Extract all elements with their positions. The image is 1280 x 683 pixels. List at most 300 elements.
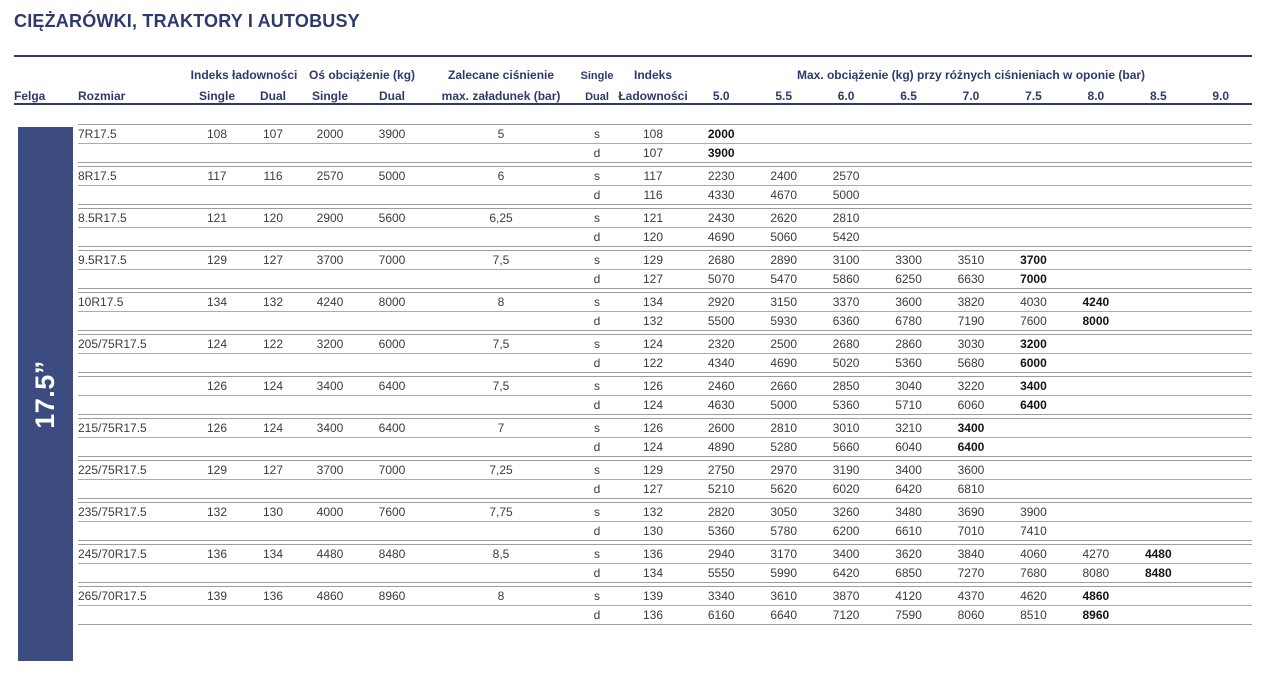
empty-cell (300, 479, 360, 498)
size-cell (78, 563, 188, 582)
table-row (14, 353, 1252, 372)
load-at-pressure-cell (1190, 227, 1252, 246)
load-at-pressure-cell: 4030 (1002, 292, 1064, 311)
load-at-pressure-cell (1190, 124, 1252, 143)
load-at-pressure-cell (1065, 208, 1127, 227)
size-cell: 10R17.5 (78, 292, 188, 311)
table-header (14, 60, 1252, 104)
load-at-pressure-cell: 4860 (1065, 586, 1127, 605)
load-at-pressure-cell: 4120 (877, 586, 939, 605)
load-at-pressure-cell: 4270 (1065, 544, 1127, 563)
empty-cell (188, 563, 246, 582)
single-dual-indicator: s (578, 166, 616, 185)
load-at-pressure-cell: 3200 (1002, 334, 1064, 353)
load-at-pressure-cell (1190, 334, 1252, 353)
load-at-pressure-cell: 3340 (690, 586, 752, 605)
load-at-pressure-cell (1002, 227, 1064, 246)
size-cell: 225/75R17.5 (78, 460, 188, 479)
load-at-pressure-cell (940, 166, 1002, 185)
tire-load-table (14, 60, 1252, 625)
load-at-pressure-cell: 7190 (940, 311, 1002, 330)
header-load-index-line2: Ładowności (616, 82, 690, 104)
load-at-pressure-cell: 5990 (752, 563, 814, 582)
load-at-pressure-cell: 3300 (877, 250, 939, 269)
empty-cell (360, 395, 424, 414)
empty-cell (188, 143, 246, 162)
single-dual-indicator: d (578, 185, 616, 204)
load-at-pressure-cell: 4890 (690, 437, 752, 456)
load-at-pressure-cell (1190, 185, 1252, 204)
rim-column-cell (14, 376, 78, 395)
load-at-pressure-cell: 7270 (940, 563, 1002, 582)
load-at-pressure-cell (1190, 479, 1252, 498)
load-at-pressure-cell: 6400 (940, 437, 1002, 456)
table-row (14, 460, 1252, 479)
load-at-pressure-cell (1127, 395, 1189, 414)
single-dual-indicator: s (578, 460, 616, 479)
recommended-pressure-cell: 6 (424, 166, 578, 185)
axle-load-single-cell: 3400 (300, 418, 360, 437)
empty-cell (424, 311, 578, 330)
header-axle-single: Single (300, 82, 360, 104)
rim-column-cell (14, 479, 78, 498)
load-at-pressure-cell: 6200 (815, 521, 877, 540)
load-at-pressure-cell (1065, 395, 1127, 414)
rim-column-cell (14, 334, 78, 353)
rim-column-cell (14, 544, 78, 563)
load-at-pressure-cell: 3150 (752, 292, 814, 311)
load-at-pressure-cell: 6060 (940, 395, 1002, 414)
header-axle-dual: Dual (360, 82, 424, 104)
load-at-pressure-cell (1002, 479, 1064, 498)
load-at-pressure-cell (1190, 143, 1252, 162)
load-at-pressure-cell: 7590 (877, 605, 939, 624)
recommended-pressure-cell: 5 (424, 124, 578, 143)
recommended-pressure-cell: 8,5 (424, 544, 578, 563)
load-at-pressure-cell (1065, 250, 1127, 269)
load-index-cell: 126 (616, 376, 690, 395)
header-single-dual-bottom: Dual (578, 82, 616, 104)
load-index-cell: 107 (616, 143, 690, 162)
axle-load-dual-cell: 3900 (360, 124, 424, 143)
load-index-cell: 130 (616, 521, 690, 540)
load-at-pressure-cell: 3220 (940, 376, 1002, 395)
load-at-pressure-cell (1190, 437, 1252, 456)
load-at-pressure-cell (1065, 502, 1127, 521)
axle-load-dual-cell: 7000 (360, 460, 424, 479)
empty-cell (300, 605, 360, 624)
recommended-pressure-cell: 6,25 (424, 208, 578, 227)
single-dual-indicator: s (578, 376, 616, 395)
load-at-pressure-cell: 2970 (752, 460, 814, 479)
axle-load-dual-cell: 6000 (360, 334, 424, 353)
rim-column-cell (14, 185, 78, 204)
table-row (14, 521, 1252, 540)
empty-cell (188, 353, 246, 372)
axle-load-single-cell: 3700 (300, 460, 360, 479)
load-at-pressure-cell (1002, 143, 1064, 162)
header-pressure-9-0: 9.0 (1190, 82, 1252, 104)
load-at-pressure-cell: 3400 (940, 418, 1002, 437)
rim-column-cell (14, 418, 78, 437)
load-index-cell: 124 (616, 334, 690, 353)
load-at-pressure-cell: 6810 (940, 479, 1002, 498)
load-at-pressure-cell (815, 124, 877, 143)
empty-cell (188, 311, 246, 330)
load-index-single-cell: 132 (188, 502, 246, 521)
axle-load-dual-cell: 8480 (360, 544, 424, 563)
axle-load-single-cell: 3700 (300, 250, 360, 269)
table-row (14, 143, 1252, 162)
recommended-pressure-cell: 7,75 (424, 502, 578, 521)
axle-load-dual-cell: 7600 (360, 502, 424, 521)
empty-cell (188, 437, 246, 456)
empty-cell (246, 437, 300, 456)
empty-cell (300, 353, 360, 372)
table-row (14, 166, 1252, 185)
single-dual-indicator: d (578, 479, 616, 498)
recommended-pressure-cell: 7,5 (424, 250, 578, 269)
size-cell: 205/75R17.5 (78, 334, 188, 353)
load-at-pressure-cell (1190, 502, 1252, 521)
load-at-pressure-cell (1190, 521, 1252, 540)
load-at-pressure-cell: 2810 (752, 418, 814, 437)
table-row (14, 502, 1252, 521)
axle-load-single-cell: 2900 (300, 208, 360, 227)
single-dual-indicator: s (578, 208, 616, 227)
load-at-pressure-cell (940, 185, 1002, 204)
empty-cell (360, 605, 424, 624)
header-pressure-7-0: 7.0 (940, 82, 1002, 104)
empty-cell (246, 521, 300, 540)
load-at-pressure-cell (877, 227, 939, 246)
load-at-pressure-cell (940, 227, 1002, 246)
load-at-pressure-cell (1065, 479, 1127, 498)
recommended-pressure-cell: 8 (424, 292, 578, 311)
load-at-pressure-cell: 6020 (815, 479, 877, 498)
load-at-pressure-cell (1190, 311, 1252, 330)
empty-cell (360, 563, 424, 582)
empty-cell (424, 353, 578, 372)
size-cell (78, 185, 188, 204)
load-index-cell: 134 (616, 563, 690, 582)
load-at-pressure-cell: 2660 (752, 376, 814, 395)
header-load-index-line1: Indeks (634, 68, 673, 82)
load-at-pressure-cell (1002, 208, 1064, 227)
load-at-pressure-cell (1065, 143, 1127, 162)
empty-cell (424, 479, 578, 498)
single-dual-indicator: d (578, 227, 616, 246)
load-at-pressure-cell (752, 143, 814, 162)
load-at-pressure-cell: 6420 (815, 563, 877, 582)
single-dual-indicator: s (578, 124, 616, 143)
empty-cell (424, 143, 578, 162)
empty-cell (188, 605, 246, 624)
single-dual-indicator: s (578, 586, 616, 605)
load-at-pressure-cell: 2820 (690, 502, 752, 521)
load-index-cell: 117 (616, 166, 690, 185)
load-at-pressure-cell: 3900 (1002, 502, 1064, 521)
load-at-pressure-cell (1190, 269, 1252, 288)
size-cell (78, 311, 188, 330)
single-dual-indicator: d (578, 353, 616, 372)
load-at-pressure-cell (877, 143, 939, 162)
load-at-pressure-cell: 8510 (1002, 605, 1064, 624)
load-at-pressure-cell: 4690 (690, 227, 752, 246)
group-gap (14, 104, 1252, 124)
load-at-pressure-cell: 6630 (940, 269, 1002, 288)
load-at-pressure-cell: 5680 (940, 353, 1002, 372)
load-at-pressure-cell: 4240 (1065, 292, 1127, 311)
load-at-pressure-cell: 6610 (877, 521, 939, 540)
load-at-pressure-cell (1190, 563, 1252, 582)
load-at-pressure-cell (1190, 353, 1252, 372)
load-at-pressure-cell (752, 124, 814, 143)
empty-cell (188, 185, 246, 204)
load-at-pressure-cell (1065, 269, 1127, 288)
load-index-cell: 120 (616, 227, 690, 246)
table-row (14, 311, 1252, 330)
load-index-cell: 129 (616, 460, 690, 479)
load-at-pressure-cell: 5210 (690, 479, 752, 498)
load-at-pressure-cell (1002, 166, 1064, 185)
empty-cell (424, 185, 578, 204)
load-index-cell: 126 (616, 418, 690, 437)
load-at-pressure-cell (1190, 166, 1252, 185)
load-index-dual-cell: 120 (246, 208, 300, 227)
load-at-pressure-cell (1002, 124, 1064, 143)
load-at-pressure-cell: 7010 (940, 521, 1002, 540)
size-cell (78, 227, 188, 246)
load-at-pressure-cell: 3190 (815, 460, 877, 479)
empty-cell (360, 269, 424, 288)
empty-cell (300, 227, 360, 246)
load-at-pressure-cell: 5710 (877, 395, 939, 414)
load-at-pressure-cell: 4340 (690, 353, 752, 372)
load-at-pressure-cell: 7680 (1002, 563, 1064, 582)
load-index-cell: 127 (616, 479, 690, 498)
load-at-pressure-cell: 5780 (752, 521, 814, 540)
header-single-dual-top: Single (580, 70, 614, 82)
load-at-pressure-cell: 2850 (815, 376, 877, 395)
load-index-dual-cell: 107 (246, 124, 300, 143)
load-at-pressure-cell (1127, 311, 1189, 330)
header-felga-spacer (14, 60, 78, 82)
single-dual-indicator: d (578, 143, 616, 162)
load-at-pressure-cell: 6000 (1002, 353, 1064, 372)
rim-column-cell (14, 166, 78, 185)
load-at-pressure-cell: 6160 (690, 605, 752, 624)
load-index-cell: 134 (616, 292, 690, 311)
load-at-pressure-cell (1190, 250, 1252, 269)
load-at-pressure-cell: 8060 (940, 605, 1002, 624)
size-cell (78, 437, 188, 456)
load-at-pressure-cell: 6780 (877, 311, 939, 330)
rim-column-cell (14, 605, 78, 624)
load-at-pressure-cell: 2460 (690, 376, 752, 395)
load-at-pressure-cell (1190, 605, 1252, 624)
empty-cell (246, 479, 300, 498)
load-at-pressure-cell: 2680 (815, 334, 877, 353)
single-dual-indicator: s (578, 334, 616, 353)
load-index-single-cell: 136 (188, 544, 246, 563)
empty-cell (246, 395, 300, 414)
load-at-pressure-cell (1127, 143, 1189, 162)
load-at-pressure-cell: 3700 (1002, 250, 1064, 269)
load-index-cell: 129 (616, 250, 690, 269)
load-at-pressure-cell (1065, 418, 1127, 437)
load-at-pressure-cell: 5660 (815, 437, 877, 456)
size-cell (78, 353, 188, 372)
load-at-pressure-cell: 6250 (877, 269, 939, 288)
load-at-pressure-cell (1190, 292, 1252, 311)
load-index-single-cell: 134 (188, 292, 246, 311)
load-index-dual-cell: 132 (246, 292, 300, 311)
axle-load-dual-cell: 8960 (360, 586, 424, 605)
header-load-index-dual: Dual (246, 82, 300, 104)
axle-load-dual-cell: 7000 (360, 250, 424, 269)
empty-cell (188, 479, 246, 498)
load-index-single-cell: 108 (188, 124, 246, 143)
axle-load-dual-cell: 5600 (360, 208, 424, 227)
load-index-dual-cell: 124 (246, 376, 300, 395)
load-index-cell: 124 (616, 437, 690, 456)
load-at-pressure-cell: 5000 (815, 185, 877, 204)
load-at-pressure-cell: 8000 (1065, 311, 1127, 330)
axle-load-single-cell: 4240 (300, 292, 360, 311)
rim-column-cell (14, 208, 78, 227)
table-row (14, 395, 1252, 414)
load-index-dual-cell: 136 (246, 586, 300, 605)
load-at-pressure-cell (1127, 521, 1189, 540)
load-at-pressure-cell: 2600 (690, 418, 752, 437)
axle-load-single-cell: 2570 (300, 166, 360, 185)
load-index-single-cell: 126 (188, 418, 246, 437)
header-pressure-6-0: 6.0 (815, 82, 877, 104)
load-at-pressure-cell (815, 143, 877, 162)
load-index-dual-cell: 122 (246, 334, 300, 353)
empty-cell (360, 311, 424, 330)
load-at-pressure-cell: 4670 (752, 185, 814, 204)
load-at-pressure-cell: 2890 (752, 250, 814, 269)
load-at-pressure-cell (1065, 521, 1127, 540)
size-cell (78, 376, 188, 395)
rim-column-cell (14, 311, 78, 330)
empty-cell (188, 521, 246, 540)
empty-cell (360, 353, 424, 372)
load-at-pressure-cell: 3400 (815, 544, 877, 563)
axle-load-single-cell: 3200 (300, 334, 360, 353)
empty-cell (246, 605, 300, 624)
load-at-pressure-cell: 2860 (877, 334, 939, 353)
axle-load-dual-cell: 8000 (360, 292, 424, 311)
load-at-pressure-cell (1065, 376, 1127, 395)
empty-cell (424, 227, 578, 246)
recommended-pressure-cell: 7,25 (424, 460, 578, 479)
rim-column-cell (14, 521, 78, 540)
load-at-pressure-cell (1002, 185, 1064, 204)
load-at-pressure-cell: 2000 (690, 124, 752, 143)
load-at-pressure-cell (1190, 586, 1252, 605)
load-at-pressure-cell: 2810 (815, 208, 877, 227)
header-recommended-pressure-line1: Zalecane ciśnienie (447, 68, 555, 82)
rim-column-cell (14, 250, 78, 269)
size-cell: 235/75R17.5 (78, 502, 188, 521)
load-at-pressure-cell (1127, 460, 1189, 479)
single-dual-indicator: s (578, 292, 616, 311)
empty-cell (246, 269, 300, 288)
empty-cell (246, 227, 300, 246)
size-cell (78, 521, 188, 540)
empty-cell (300, 185, 360, 204)
empty-cell (188, 395, 246, 414)
title-rule (14, 55, 1252, 57)
load-at-pressure-cell: 3610 (752, 586, 814, 605)
size-cell: 265/70R17.5 (78, 586, 188, 605)
load-at-pressure-cell: 3840 (940, 544, 1002, 563)
single-dual-indicator: s (578, 418, 616, 437)
load-at-pressure-cell: 3600 (877, 292, 939, 311)
load-at-pressure-cell: 5500 (690, 311, 752, 330)
load-index-cell: 136 (616, 605, 690, 624)
load-at-pressure-cell: 5420 (815, 227, 877, 246)
load-at-pressure-cell: 3400 (877, 460, 939, 479)
table-row (14, 376, 1252, 395)
load-index-cell: 108 (616, 124, 690, 143)
single-dual-indicator: s (578, 250, 616, 269)
load-at-pressure-cell: 3370 (815, 292, 877, 311)
load-index-cell: 132 (616, 502, 690, 521)
recommended-pressure-cell: 8 (424, 586, 578, 605)
empty-cell (360, 479, 424, 498)
empty-cell (360, 227, 424, 246)
header-row-1 (14, 60, 1252, 82)
load-at-pressure-cell (1127, 418, 1189, 437)
load-at-pressure-cell: 5930 (752, 311, 814, 330)
load-at-pressure-cell (1127, 353, 1189, 372)
rim-column-cell (14, 586, 78, 605)
load-at-pressure-cell: 5000 (752, 395, 814, 414)
header-axle-load-group: Oś obciążenie (kg) (309, 68, 416, 82)
size-cell (78, 605, 188, 624)
load-at-pressure-cell (1002, 437, 1064, 456)
load-at-pressure-cell (1127, 185, 1189, 204)
load-at-pressure-cell (1065, 185, 1127, 204)
load-at-pressure-cell (1127, 208, 1189, 227)
empty-cell (246, 311, 300, 330)
load-at-pressure-cell (1065, 437, 1127, 456)
load-at-pressure-cell: 2680 (690, 250, 752, 269)
load-at-pressure-cell (1002, 418, 1064, 437)
header-pressure-6-5: 6.5 (877, 82, 939, 104)
load-index-dual-cell: 116 (246, 166, 300, 185)
empty-cell (360, 143, 424, 162)
rim-column-cell (14, 269, 78, 288)
empty-cell (424, 269, 578, 288)
load-at-pressure-cell (1127, 166, 1189, 185)
table-row (14, 586, 1252, 605)
empty-cell (246, 563, 300, 582)
load-at-pressure-cell (940, 143, 1002, 162)
load-at-pressure-cell: 2500 (752, 334, 814, 353)
load-at-pressure-cell: 3100 (815, 250, 877, 269)
load-at-pressure-cell (877, 208, 939, 227)
rim-column-cell (14, 353, 78, 372)
load-at-pressure-cell (1190, 544, 1252, 563)
load-index-single-cell: 117 (188, 166, 246, 185)
load-at-pressure-cell: 6850 (877, 563, 939, 582)
load-at-pressure-cell: 5550 (690, 563, 752, 582)
